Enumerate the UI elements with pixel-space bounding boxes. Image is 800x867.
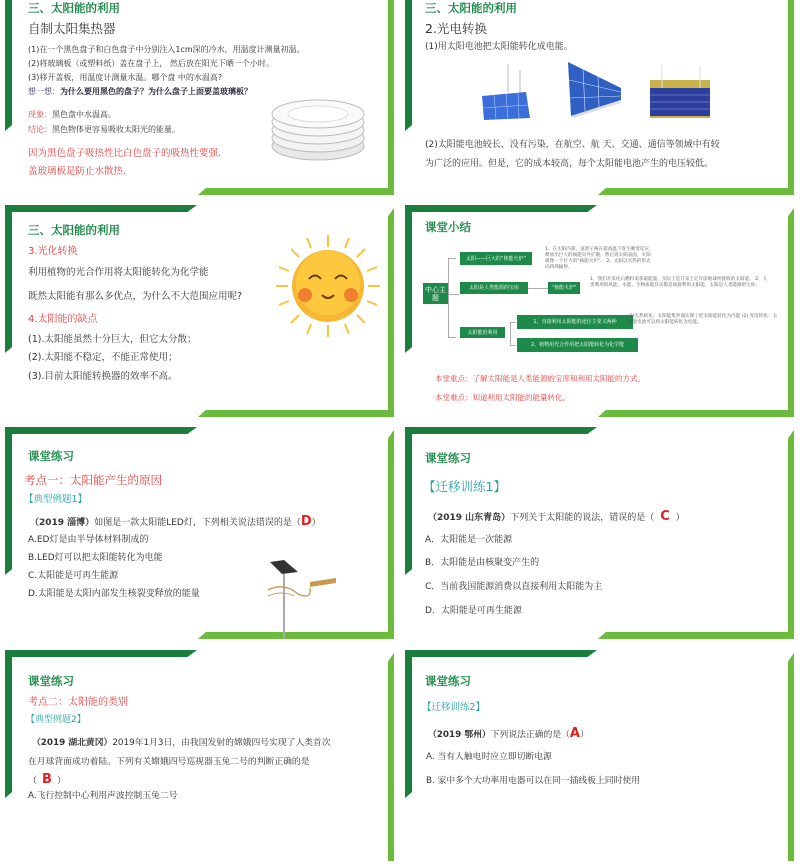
line: 利用植物的光合作用将太阳能转化为化学能 bbox=[28, 267, 209, 278]
slide-header: 课堂练习 bbox=[425, 674, 471, 688]
paren-close: ） bbox=[311, 518, 321, 528]
frame-left-bar bbox=[5, 427, 12, 575]
conclusion: 黑色物体更容易吸收太阳光的能量。 bbox=[52, 125, 180, 134]
plates-image bbox=[268, 96, 368, 166]
list-item: (2).太阳能不稳定，不能正常使用； bbox=[28, 352, 178, 363]
frame-bottom-bar bbox=[198, 188, 394, 195]
frame-left-bar bbox=[405, 0, 412, 131]
sub-photosynthesis[interactable]: 2、植物用光合作用把太阳能转化为化学能 bbox=[517, 338, 638, 352]
phenomenon: 黑色盘中水温高。 bbox=[52, 110, 116, 119]
slide-solar-collector[interactable] bbox=[0, 0, 400, 200]
difficult-point: 本堂难点：知道利用太阳能的能量转化。 bbox=[435, 393, 570, 402]
example-label: 【迁移训练2】 bbox=[422, 702, 486, 713]
frame-right-bar bbox=[788, 0, 794, 194]
exam-point: 考点二：太阳能的类别 bbox=[28, 697, 128, 708]
option: C．当前我国能源消费以直接利用太阳能为主 bbox=[425, 582, 603, 592]
option: B. 家中多个大功率用电器可以在同一插线板上同时使用 bbox=[426, 776, 640, 786]
frame-top-bar bbox=[405, 427, 597, 434]
line: (2)太阳能电池较长、没有污染，在航空、航 天、交通、通信等领域中有较 bbox=[425, 140, 720, 150]
frame-left-bar bbox=[5, 0, 12, 131]
example-label: 【典型例题2】 bbox=[26, 715, 86, 725]
option: A.ED灯是由半导体材料制成的 bbox=[28, 535, 149, 545]
slide-header: 课堂小结 bbox=[425, 220, 471, 234]
branch-energy-treasury[interactable]: 太阳是人类能源的宝库 bbox=[460, 282, 528, 294]
option: A. 当有人触电时应立即切断电源 bbox=[426, 752, 552, 762]
frame-bottom-bar bbox=[598, 410, 794, 417]
think-text: 为什么要用黑色的盘子？为什么盘子上面要盖玻璃板？ bbox=[60, 87, 252, 96]
connector-line bbox=[528, 288, 548, 289]
question-source: （2019 淄博） bbox=[30, 518, 95, 528]
slide-header: 课堂练习 bbox=[425, 451, 471, 465]
frame-left-bar bbox=[405, 650, 412, 798]
option: A．太阳能是一次能源 bbox=[425, 535, 513, 545]
option: D.太阳能是太阳内部发生核裂变释放的能量 bbox=[28, 589, 200, 599]
solar-panel-image bbox=[563, 60, 623, 118]
frame-right-bar bbox=[788, 208, 794, 416]
solar-farm-image bbox=[648, 62, 712, 118]
question-cont: 在月球背面成功着陆。下列有关嫦娥四号巡视器玉兔二号的判断正确的是 bbox=[28, 757, 310, 767]
branch-text: 1、我们开采化石燃料来获取能量，实际上是开采上亿年前地球所接收的太阳能。 2、人类利用的风能、水能、生物质能其实都是间接利用太阳能，太阳是人类能源的宝库。 bbox=[590, 277, 768, 288]
option: A.飞行控制中心利用声波控制玉兔二号 bbox=[28, 791, 178, 801]
branch-text: (1)光热转化：太阳能集热器实现了把太阳能转化为内能 (2) 光电转化：太阳能电池可以将太阳能转化为电能。 bbox=[628, 314, 778, 325]
smiling-sun-image bbox=[273, 233, 383, 339]
sub-direct-use[interactable]: 1、直接利用太阳能的途径主要又两种 bbox=[517, 315, 633, 329]
exam-point: 考点一：太阳能产生的原因 bbox=[24, 473, 162, 487]
option: B．太阳能是由核聚变产生的 bbox=[425, 558, 540, 568]
step: (1)在一个黑色盘子和白色盘子中分别注入1cm深的冷水，用温度计测量初温。 bbox=[28, 45, 305, 54]
line: 既然太阳能有那么多优点，为什么不大范围应用呢? bbox=[28, 291, 243, 302]
paren-close: ） bbox=[579, 730, 589, 740]
frame-top-bar bbox=[5, 650, 197, 657]
answer: C bbox=[660, 509, 670, 524]
frame-bottom-bar bbox=[198, 410, 394, 417]
answer: D bbox=[300, 514, 312, 529]
paren-close: ） bbox=[56, 776, 66, 786]
step: (3)移开盖板，用温度计测量水温。哪个盘 中的水温高? bbox=[28, 73, 223, 82]
slide-photochemical[interactable] bbox=[0, 200, 400, 422]
think-label: 想一想： bbox=[28, 87, 60, 96]
question: 下列关于太阳能的说法，错误的是（ bbox=[510, 513, 655, 523]
frame-left-bar bbox=[405, 205, 412, 353]
connector-line bbox=[447, 294, 459, 295]
slide-summary[interactable] bbox=[400, 200, 800, 422]
example-label: 【典型例题1】 bbox=[24, 494, 88, 505]
frame-left-bar bbox=[5, 205, 12, 353]
slide-subtitle: 自制太阳集热器 bbox=[28, 21, 116, 36]
option: C.太阳能是可再生能源 bbox=[28, 571, 119, 581]
solar-street-lamp-image bbox=[262, 558, 342, 638]
conclusion-label: 结论： bbox=[28, 125, 52, 134]
branch-text: 1、在太阳内部，氢原子核在超高温下发生聚变反应，释放出巨大的核能向外扩散，然后到太阳表面，太阳就像一个巨大的“核能火炉”。 2、太阳以光热的形式向四周辐射。 bbox=[545, 247, 654, 270]
connector-line bbox=[510, 322, 516, 346]
frame-right-bar bbox=[788, 653, 794, 861]
slide-photoelectric[interactable] bbox=[400, 0, 800, 200]
slide-header: 三、太阳能的利用 bbox=[28, 223, 120, 237]
branch-sun-furnace[interactable]: 太阳——巨大的“核能火炉” bbox=[460, 252, 532, 265]
answer: A bbox=[569, 726, 580, 741]
center-topic[interactable]: 中心主题 bbox=[423, 283, 448, 304]
line: 为广泛的应用。但是，它的成本较高，每个太阳能电池产生的电压较低。 bbox=[425, 159, 714, 169]
red-note: 因为黑色盘子吸热性比白色盘子的吸热性要强. bbox=[28, 148, 222, 159]
slide-subtitle: 2.光电转换 bbox=[425, 21, 487, 36]
option: B.LED灯可以把太阳能转化为电能 bbox=[28, 553, 163, 563]
frame-right-bar bbox=[388, 208, 394, 416]
slide-header: 课堂练习 bbox=[28, 674, 74, 688]
question: 如图是一款太阳能LED灯，下列相关说法错误的是（ bbox=[94, 518, 301, 528]
slide-header: 三、太阳能的利用 bbox=[28, 1, 120, 15]
frame-right-bar bbox=[388, 0, 394, 194]
frame-top-bar bbox=[5, 205, 197, 212]
frame-bottom-bar bbox=[598, 632, 794, 639]
answer: B bbox=[42, 772, 52, 787]
line: (1)用太阳电池把太阳能转化成电能。 bbox=[425, 42, 573, 52]
key-point: 本堂重点：了解太阳能是人类能源的宝库和利用太阳能的方式。 bbox=[435, 374, 645, 383]
branch-utilization[interactable]: 太阳能的利用 bbox=[460, 327, 505, 338]
frame-right-bar bbox=[388, 430, 394, 638]
connector-line bbox=[448, 258, 456, 338]
paren-close: ） bbox=[675, 513, 685, 523]
question: 2019年1月3日，由我国发射的嫦娥四号实现了人类首次 bbox=[112, 738, 331, 748]
slide-exercise-2[interactable] bbox=[0, 645, 400, 867]
nuclear-furnace-box[interactable]: “核能火炉” bbox=[548, 282, 580, 294]
section-title: 4.太阳能的缺点 bbox=[28, 314, 98, 325]
example-label: 【迁移训练1】 bbox=[423, 479, 506, 494]
slide-header: 课堂练习 bbox=[28, 449, 74, 463]
frame-top-bar bbox=[5, 427, 197, 434]
slide-exercise-1[interactable] bbox=[0, 422, 400, 644]
section-title: 3.光化转换 bbox=[28, 246, 78, 257]
frame-top-bar bbox=[405, 205, 597, 212]
question-source: （2019 湖北黄冈） bbox=[32, 738, 113, 748]
solar-panel-windmill-image bbox=[478, 62, 538, 120]
frame-bottom-bar bbox=[598, 188, 794, 195]
frame-right-bar bbox=[788, 430, 794, 638]
list-item: (3).目前太阳能转换器的效率不高。 bbox=[28, 371, 178, 382]
list-item: (1).太阳能虽然十分巨大，但它太分散； bbox=[28, 334, 197, 345]
frame-left-bar bbox=[5, 650, 12, 798]
slide-header: 三、太阳能的利用 bbox=[425, 1, 517, 15]
slide-transfer-1[interactable] bbox=[400, 422, 800, 644]
question-source: （2019 山东青岛） bbox=[428, 513, 511, 523]
phenomenon-label: 现象： bbox=[28, 110, 52, 119]
frame-right-bar bbox=[388, 653, 394, 861]
red-note: 盖玻璃板是防止水散热. bbox=[28, 166, 127, 177]
frame-left-bar bbox=[405, 427, 412, 575]
question: 下列说法正确的是（ bbox=[490, 730, 570, 740]
option: D．太阳能是可再生能源 bbox=[425, 606, 522, 616]
frame-top-bar bbox=[405, 650, 597, 657]
slide-transfer-2[interactable] bbox=[400, 645, 800, 867]
paren-open: （ bbox=[28, 776, 38, 786]
question-source: （2019 鄂州） bbox=[428, 730, 491, 740]
step: (2)将玻璃板（或塑料纸）盖在盘子上， 然后放在阳光下晒一个小时。 bbox=[28, 59, 274, 68]
